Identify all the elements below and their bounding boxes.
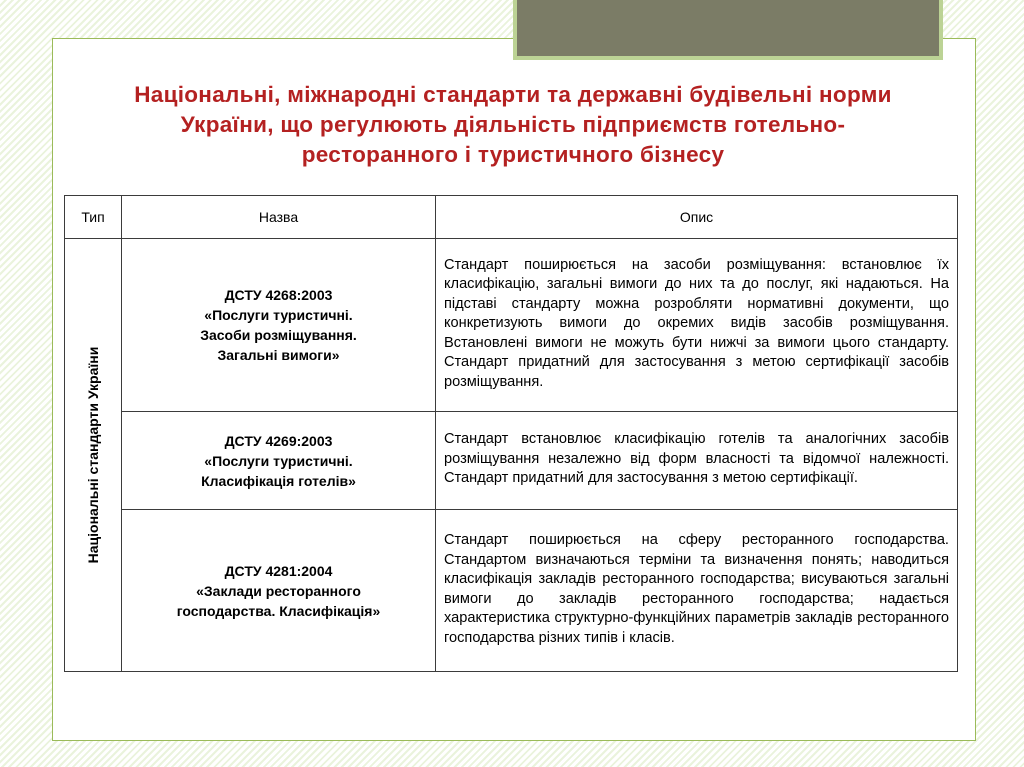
name-cell	[122, 239, 436, 412]
slide-title	[52, 80, 974, 170]
desc-cell: Стандарт встановлює класифікацію готелів та аналогічних засобів розміщування незалежно від форм власності та відомчої належності. Стандарт придатний для застосування з метою сертифікації.	[436, 412, 958, 510]
standards-table	[64, 195, 958, 672]
header-desc: Опис	[436, 196, 958, 239]
standard-name-line: Класифікація готелів»	[201, 472, 356, 489]
standard-name-line: «Послуги туристичні.	[204, 307, 353, 323]
desc-cell: Стандарт поширюється на засоби розміщування: встановлює їх класифікацію, загальні вимоги до них та до послуг, які надаються. На підставі стандарту можна розробляти нормативні документи, що конкретизують вимоги до окремих видів засобів розміщування. Встановлені вимоги не можуть бути нижчі за вимоги цього стандарту. Стандарт придатний для застосування з метою сертифікації засобів розміщування.	[436, 239, 958, 412]
standard-name-line: Засоби розміщування.	[200, 327, 357, 343]
standard-code: ДСТУ 4269:2003	[224, 432, 333, 449]
name-cell	[122, 412, 436, 510]
type-label: Національні стандарти України	[85, 346, 101, 564]
header-type: Тип	[65, 196, 122, 239]
title-line-3: ресторанного і туристичного бізнесу	[301, 142, 725, 167]
title-line-1: Національні, міжнародні стандарти та державні будівельні норми	[134, 82, 892, 107]
name-cell	[122, 510, 436, 672]
type-cell	[65, 239, 122, 672]
table-row	[65, 239, 958, 412]
decorative-top-bar	[513, 0, 943, 60]
title-line-2: України, що регулюють діяльність підприємств готельно-	[180, 112, 846, 137]
table-header-row	[65, 196, 958, 239]
standard-code: ДСТУ 4281:2004	[224, 562, 333, 579]
standard-name-line: Загальні вимоги»	[217, 347, 340, 363]
header-name: Назва	[122, 196, 436, 239]
standard-name-line: господарства. Класифікація»	[176, 602, 381, 619]
standard-name-line: «Послуги туристичні.	[204, 452, 353, 469]
standard-name-line: «Заклади ресторанного	[196, 582, 361, 599]
table-row	[65, 510, 958, 672]
standard-code: ДСТУ 4268:2003	[224, 287, 333, 303]
table-row	[65, 412, 958, 510]
desc-cell: Стандарт поширюється на сферу ресторанного господарства. Стандартом визначаються терміни та визначення понять; наводиться класифікація закладів ресторанного господарства; висуваються загальні вимоги до закладів ресторанного господарства; надається характеристика структурно-функційних параметрів закладів ресторанного господарства різних типів і класів.	[436, 510, 958, 672]
